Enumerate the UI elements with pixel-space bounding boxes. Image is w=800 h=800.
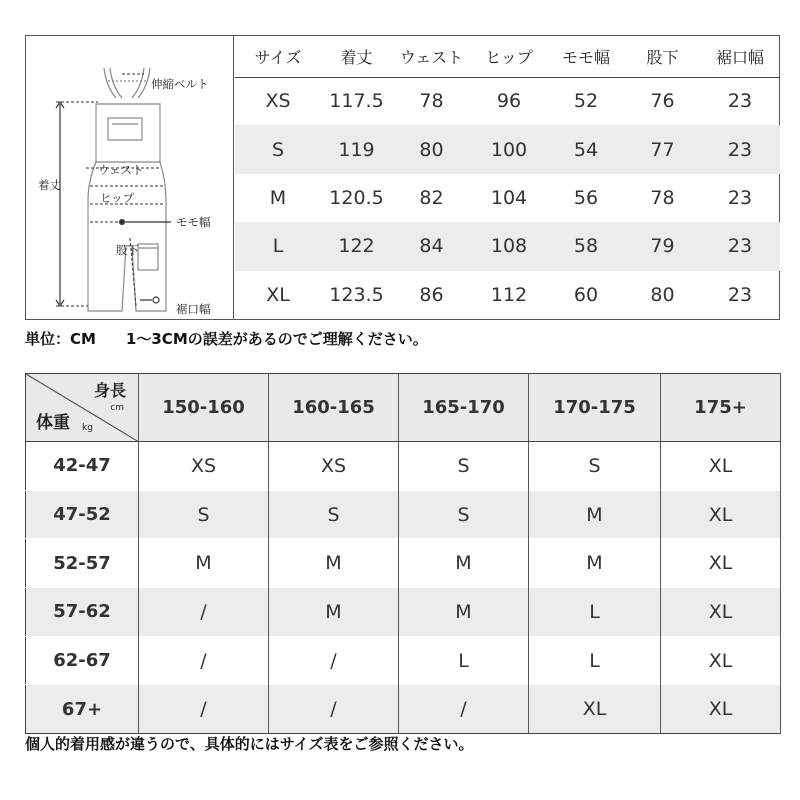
- size-cell: 23: [700, 125, 780, 173]
- recommended-size-cell: M: [399, 588, 529, 637]
- recommended-size-cell: XL: [661, 490, 781, 539]
- rec-table-row: [26, 442, 781, 491]
- thigh-label: モモ幅: [176, 215, 211, 229]
- size-cell: M: [269, 186, 287, 209]
- height-label: 身長: [93, 381, 126, 400]
- size-cell: 23: [700, 222, 780, 270]
- recommended-size-cell: /: [269, 636, 399, 685]
- recommended-size-cell: L: [529, 588, 661, 637]
- weight-range-cell: 52-57: [26, 539, 139, 588]
- recommended-size-cell: XL: [661, 636, 781, 685]
- size-cell: 60: [573, 283, 599, 306]
- weight-unit: kg: [82, 423, 93, 433]
- unit-note: 単位：CM 1～3CMの誤差があるのでご理解ください。: [25, 330, 428, 348]
- recommended-size-cell: XS: [139, 442, 269, 491]
- recommended-size-cell: M: [269, 588, 399, 637]
- size-cell: 56: [573, 186, 599, 209]
- size-table-row: [235, 125, 780, 173]
- size-cell: 23: [727, 186, 753, 209]
- size-table-header: ウェスト: [392, 36, 471, 77]
- recommended-size-cell: L: [399, 636, 529, 685]
- height-range-header: 165-170: [399, 374, 529, 442]
- recommended-size-cell: S: [399, 490, 529, 539]
- recommended-size-cell: /: [139, 588, 269, 637]
- size-cell: XL: [266, 283, 290, 306]
- size-cell: 100: [471, 125, 547, 173]
- size-cell: 52: [573, 90, 599, 113]
- inseam-label: 股下: [116, 243, 139, 257]
- recommended-size-cell: M: [269, 539, 399, 588]
- size-cell: 82: [419, 186, 444, 209]
- size-cell: 23: [727, 283, 753, 306]
- hip-label: ヒップ: [100, 191, 135, 205]
- weight-label: 体重: [36, 413, 70, 433]
- recommended-size-cell: M: [529, 490, 661, 539]
- recommended-size-cell: /: [269, 685, 399, 734]
- weight-range-cell: 62-67: [26, 636, 139, 685]
- rec-table-header-row: [26, 374, 781, 442]
- size-cell: 78: [650, 186, 675, 209]
- size-cell: 80: [650, 283, 675, 306]
- rec-table-row: [26, 588, 781, 637]
- recommended-size-cell: L: [529, 636, 661, 685]
- size-cell: 104: [490, 186, 528, 209]
- hem-label: 裾口幅: [176, 302, 211, 316]
- recommended-size-cell: S: [269, 490, 399, 539]
- fit-note: 個人的着用感が違うので、具体的にはサイズ表をご参照ください。: [25, 735, 474, 753]
- recommended-size-cell: /: [139, 636, 269, 685]
- size-table-header: 着丈: [321, 36, 392, 77]
- rec-table-row: [26, 490, 781, 539]
- size-cell: S: [235, 125, 321, 173]
- size-cell: 77: [625, 125, 700, 173]
- height-weight-corner-cell: [26, 374, 139, 442]
- recommended-size-cell: M: [139, 539, 269, 588]
- recommended-size-cell: M: [529, 539, 661, 588]
- size-cell: 79: [625, 222, 700, 270]
- size-table-row: [235, 271, 780, 319]
- weight-range-cell: 42-47: [26, 442, 139, 491]
- strap-label: 伸縮ベルト: [151, 77, 209, 91]
- size-table-row: [235, 77, 780, 125]
- size-measurement-table: [235, 36, 780, 319]
- weight-range-cell: 47-52: [26, 490, 139, 539]
- weight-range-cell: 67+: [26, 685, 139, 734]
- recommended-size-cell: XL: [661, 685, 781, 734]
- rec-table-row: [26, 685, 781, 734]
- height-range-header: 170-175: [529, 374, 661, 442]
- size-cell: 23: [727, 90, 753, 113]
- recommended-size-cell: XL: [661, 588, 781, 637]
- size-recommendation-table: [25, 373, 781, 734]
- size-cell: 84: [392, 222, 471, 270]
- size-table-header: ヒップ: [471, 36, 547, 77]
- size-cell: 58: [547, 222, 625, 270]
- recommended-size-cell: XL: [529, 685, 661, 734]
- size-cell: 119: [321, 125, 392, 173]
- overalls-measurement-diagram: [26, 36, 234, 319]
- size-cell: 80: [392, 125, 471, 173]
- size-cell: L: [235, 222, 321, 270]
- size-cell: 78: [419, 90, 444, 113]
- recommended-size-cell: S: [399, 442, 529, 491]
- size-cell: 96: [496, 90, 522, 113]
- rec-table-row: [26, 636, 781, 685]
- recommended-size-cell: /: [139, 685, 269, 734]
- size-table-row: [235, 222, 780, 270]
- recommended-size-cell: XL: [661, 442, 781, 491]
- weight-range-cell: 57-62: [26, 588, 139, 637]
- size-table-header-row: [235, 36, 780, 77]
- waist-label: ウェスト: [98, 163, 144, 177]
- recommended-size-cell: S: [529, 442, 661, 491]
- size-cell: 54: [547, 125, 625, 173]
- size-table-header: 股下: [625, 36, 700, 77]
- rec-table-row: [26, 539, 781, 588]
- size-table-header: モモ幅: [547, 36, 625, 77]
- size-cell: 122: [321, 222, 392, 270]
- height-unit: cm: [110, 403, 124, 413]
- size-cell: 117.5: [329, 90, 384, 113]
- size-table-row: [235, 174, 780, 222]
- size-table-header: 裾口幅: [700, 36, 780, 77]
- size-table-header: サイズ: [235, 36, 321, 77]
- size-chart-panel: [25, 35, 780, 320]
- size-cell: XS: [265, 90, 291, 113]
- recommended-size-cell: /: [399, 685, 529, 734]
- recommended-size-cell: S: [139, 490, 269, 539]
- height-range-header: 150-160: [139, 374, 269, 442]
- recommended-size-cell: XS: [269, 442, 399, 491]
- recommended-size-cell: XL: [661, 539, 781, 588]
- size-cell: 123.5: [329, 283, 384, 306]
- height-range-header: 160-165: [269, 374, 399, 442]
- size-cell: 108: [471, 222, 547, 270]
- length-label: 着丈: [38, 178, 61, 192]
- size-cell: 112: [490, 283, 528, 306]
- height-range-header: 175+: [661, 374, 781, 442]
- size-cell: 120.5: [329, 186, 384, 209]
- recommended-size-cell: M: [399, 539, 529, 588]
- size-cell: 86: [419, 283, 444, 306]
- size-cell: 76: [650, 90, 675, 113]
